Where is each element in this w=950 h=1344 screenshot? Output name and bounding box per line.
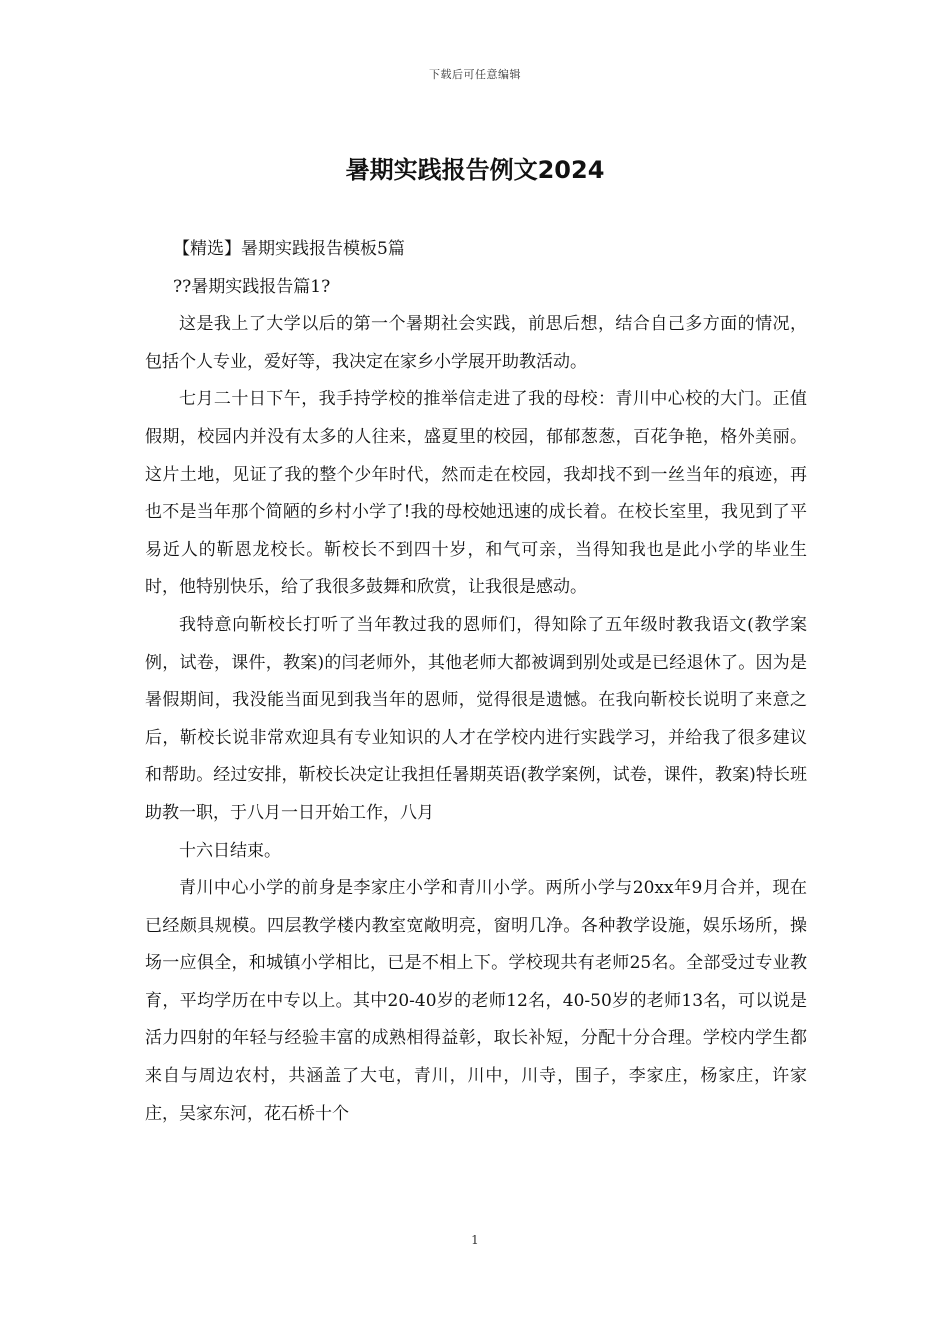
section-heading: ??暑期实践报告篇1? xyxy=(173,276,331,297)
body-paragraph: 我特意向靳校长打听了当年教过我的恩师们，得知除了五年级时教我语文(教学案例，试卷，课件，教案)的闫老师外，其他老师大都被调到别处或是已经退休了。因为是暑假期间，我没能当面见到我当年的恩师，觉得很是遗憾。在我向靳校长说明了来意之后，靳校长说非常欢迎具有专业知识的人才在学校内进行实践学习，并给我了很多建议和帮助。经过安排，靳校长决定让我担任暑期英语(教学案例，试卷，课件，教案)特长班助教一职，于八月一日开始工作，八月 xyxy=(145,614,807,823)
page-header-note: 下载后可任意编辑 xyxy=(429,68,521,81)
document-body xyxy=(145,231,807,1133)
body-paragraph: 青川中心小学的前身是李家庄小学和青川小学。两所小学与20xx年9月合并，现在已经颇具规模。四层教学楼内教室宽敞明亮，窗明几净。各种教学设施，娱乐场所，操场一应俱全，和城镇小学相比，已是不相上下。学校现共有老师25名。全部受过专业教育，平均学历在中专以上。其中20-40岁的老师12名，40-50岁的老师13名，可以说是活力四射的年轻与经验丰富的成熟相得益彰，取长补短，分配十分合理。学校内学生都来自与周边农村，共涵盖了大屯，青川，川中，川寺，围子，李家庄，杨家庄，许家庄，吴家东河，花石桥十个 xyxy=(145,878,807,1124)
body-paragraph: 七月二十日下午，我手持学校的推举信走进了我的母校：青川中心校的大门。正值假期，校园内并没有太多的人往来，盛夏里的校园，郁郁葱葱，百花争艳，格外美丽。这片土地，见证了我的整个少年时代，然而走在校园，我却找不到一丝当年的痕迹，再也不是当年那个简陋的乡村小学了!我的母校她迅速的成长着。在校长室里，我见到了平易近人的靳恩龙校长。靳校长不到四十岁，和气可亲，当得知我也是此小学的毕业生时，他特别快乐，给了我很多鼓舞和欣赏，让我很是感动。 xyxy=(145,389,807,598)
subtitle-paragraph: 【精选】暑期实践报告模板5篇 xyxy=(173,239,405,259)
page-number: 1 xyxy=(471,1233,479,1247)
document-title: 暑期实践报告例文2024 xyxy=(345,156,605,184)
body-paragraph: 这是我上了大学以后的第一个暑期社会实践，前思后想，结合自己多方面的情况，包括个人专业，爱好等，我决定在家乡小学展开助教活动。 xyxy=(145,314,807,372)
body-paragraph: 十六日结束。 xyxy=(179,840,281,861)
